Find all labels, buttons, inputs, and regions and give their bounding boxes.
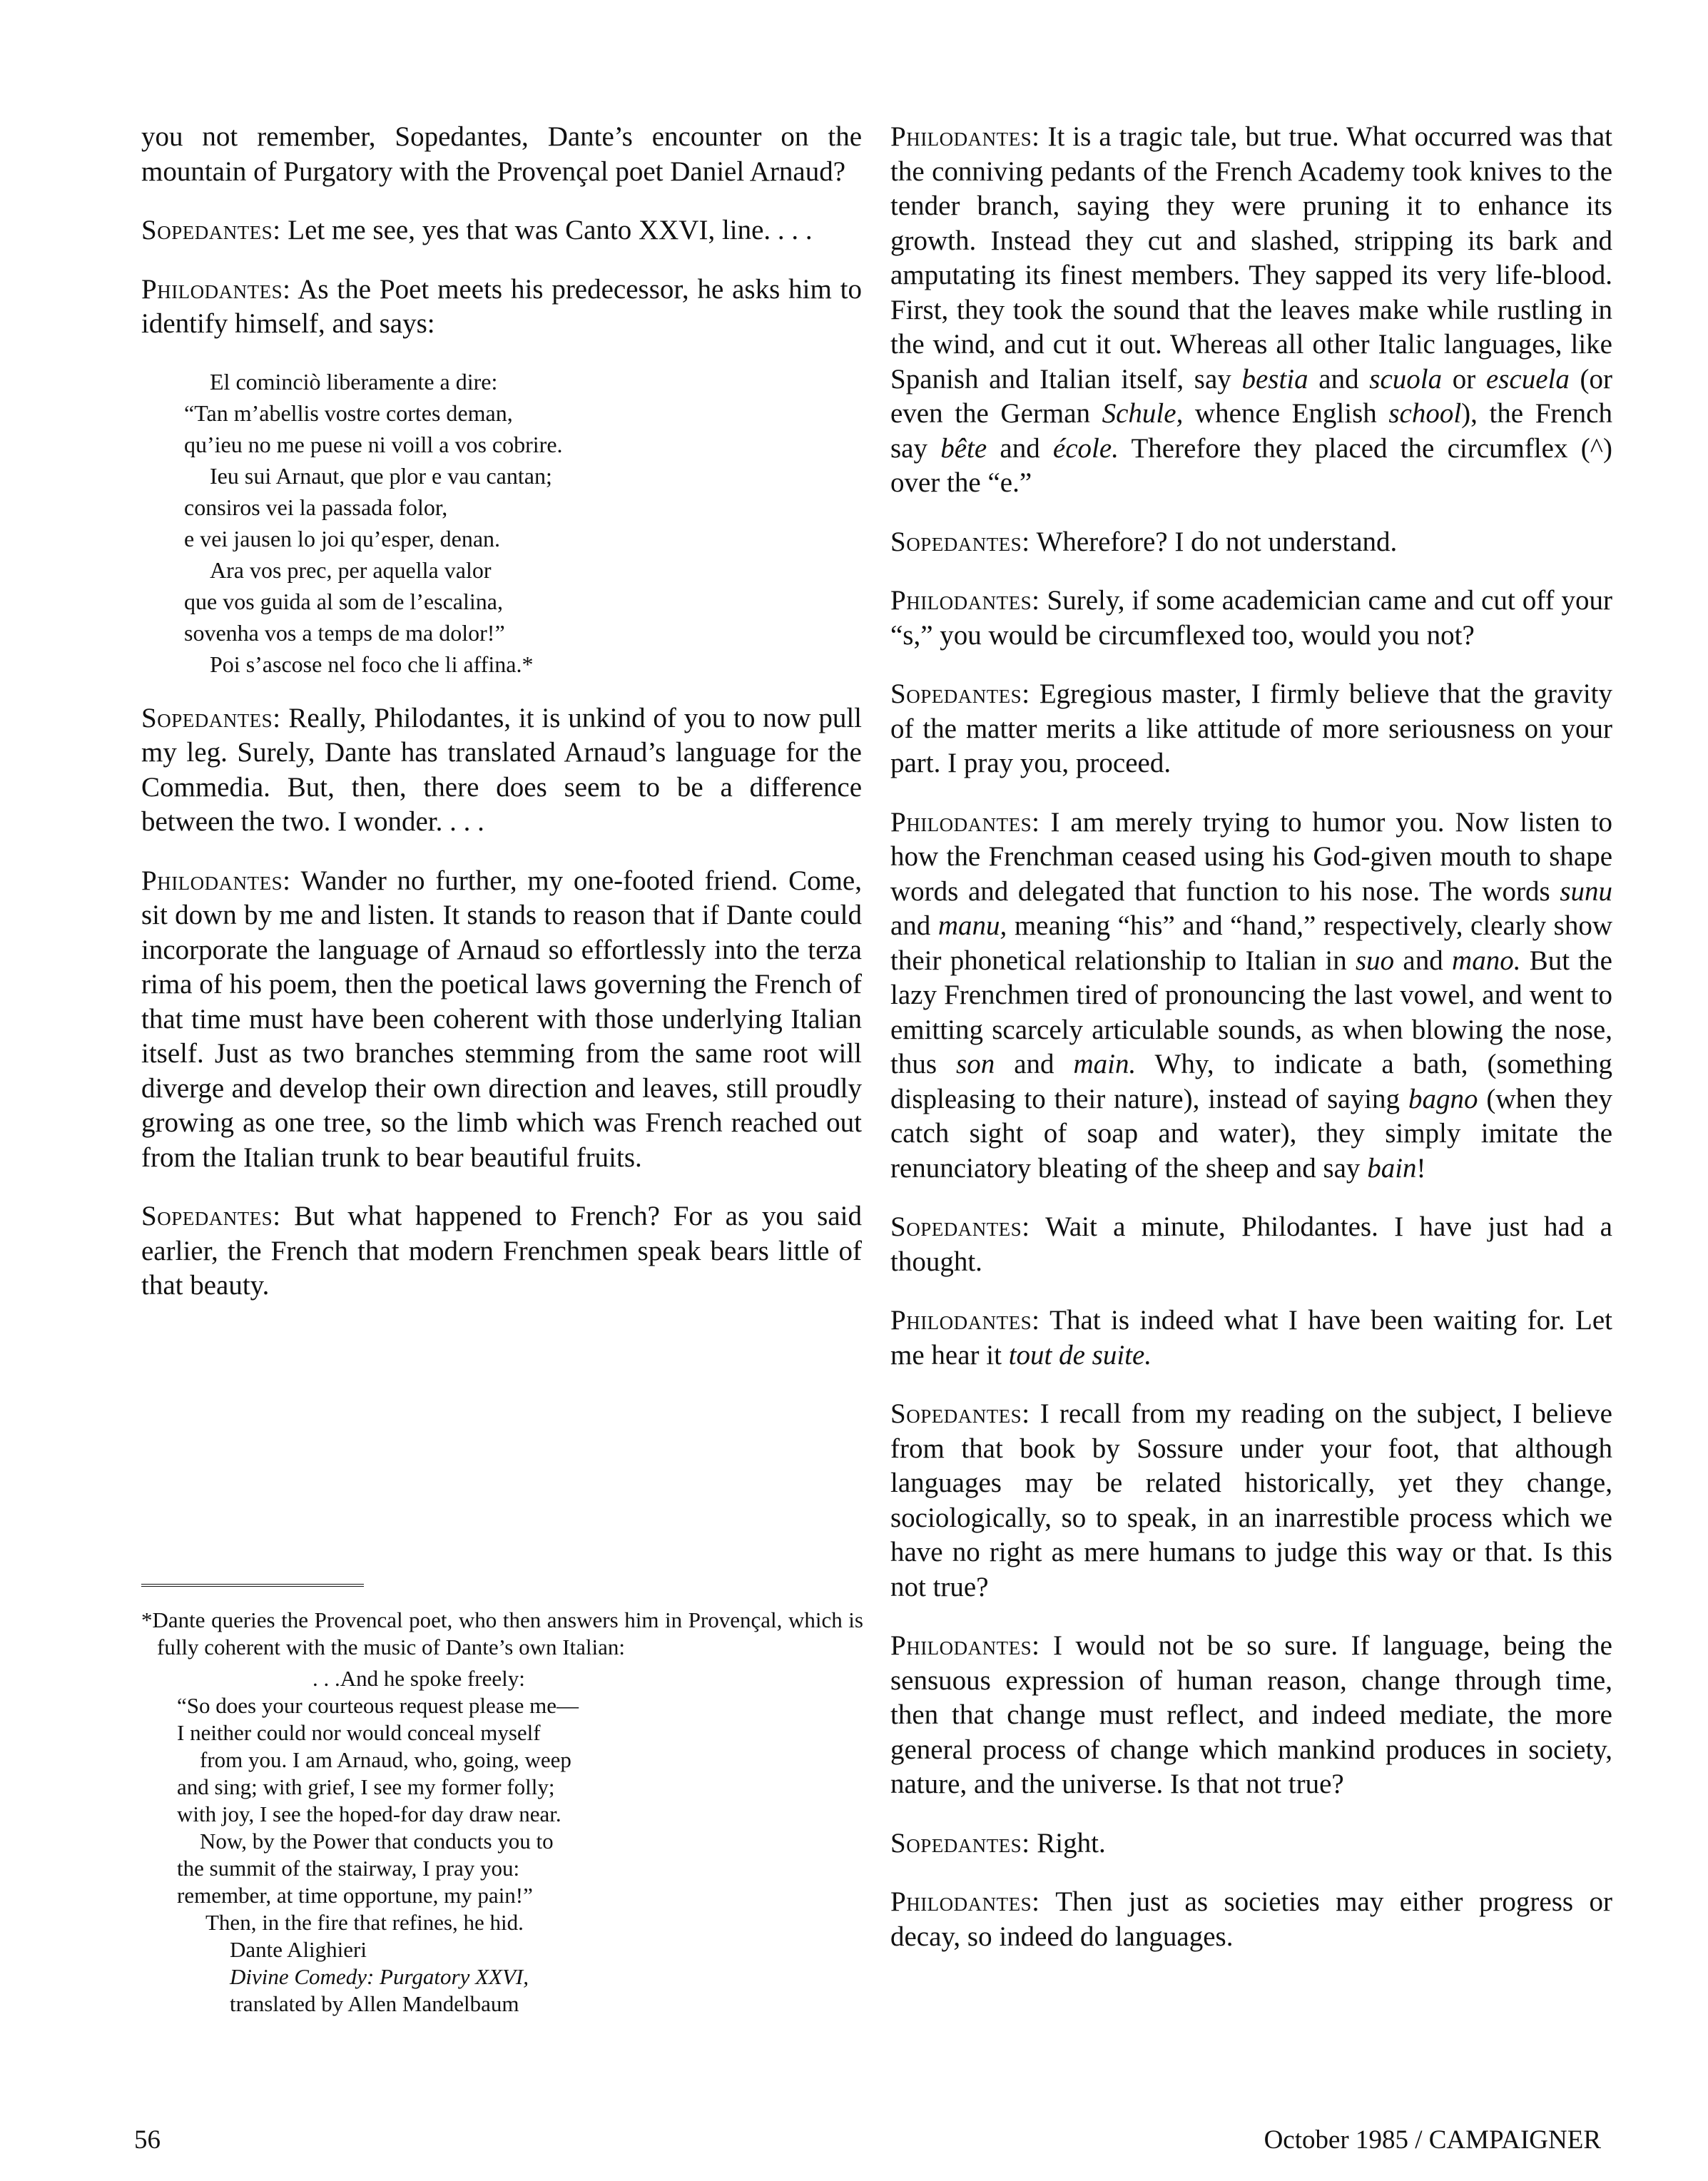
footnote-verse-line: Now, by the Power that conducts you to	[200, 1829, 554, 1854]
paragraph	[141, 701, 862, 840]
poem-line: qu’ieu no me puese ni voill a vos cobrire.	[184, 431, 563, 457]
paragraph	[890, 1303, 1612, 1373]
italic-word: scuola	[1369, 363, 1443, 395]
footnote-work-title	[141, 1963, 863, 1991]
paragraph	[890, 584, 1612, 653]
footnote-verse-line: Then, in the fire that refines, he hid.	[205, 1910, 524, 1935]
footnote-rule	[141, 1584, 364, 1590]
paragraph-text: or	[1442, 363, 1486, 395]
italic-word: mano.	[1452, 945, 1521, 976]
speaker-name: Philodantes:	[890, 1630, 1040, 1661]
paragraph-text: Wander no further, my one-footed friend. Come, sit down by me and listen. It stands to reason that if Dante could incorporate the language of Arnaud so effortlessly into the terza rima of his poem, then the poetical laws governing the French of that time must have been coherent with those underlying Italian itself. Just as two branches stemming from the same root will diverge and develop their own direction and leaves, still proudly growing as one tree, so the limb which was French reached out from the Italian trunk to bear beautiful fruits.	[141, 865, 862, 1173]
footnote-verse-line: “So does your courteous request please me—	[177, 1693, 579, 1718]
speaker-name: Philodantes:	[890, 1886, 1040, 1917]
paragraph-text: (when they catch sight of soap and water), they simply imitate the renunciatory bleating of the sheep and say	[890, 1083, 1612, 1184]
footnote-verse-line: I neither could nor would conceal myself	[177, 1720, 541, 1745]
italic-word: sunu	[1560, 875, 1612, 907]
paragraph	[141, 273, 862, 342]
italic-word: bestia	[1241, 363, 1308, 395]
footnote-verse-line: with joy, I see the hoped-for day draw near.	[177, 1801, 561, 1826]
page-number: 56	[134, 2125, 161, 2155]
paragraph-text: I would not be so sure. If language, being the sensuous expression of human reason, change through time, then that change must reflect, and indeed mediate, the more general process of change which mankind produces in society, nature, and the universe. Is that not true?	[890, 1630, 1612, 1799]
paragraph-text: and	[1308, 363, 1370, 395]
speaker-name: Philodantes:	[890, 806, 1040, 838]
footnote-author: Dante Alighieri	[230, 1937, 367, 1962]
footnote-verse-line: the summit of the stairway, I pray you:	[177, 1856, 520, 1881]
italic-word: école.	[1052, 432, 1119, 464]
poem-line: sovenha vos a temps de ma dolor!”	[184, 619, 505, 646]
speaker-name: Sopedantes:	[890, 1398, 1030, 1429]
italic-word: bagno	[1408, 1083, 1478, 1114]
paragraph-text: I recall from my reading on the subject, I believe from that book by Sossure under your foot, that although languages may be related historically, yet they change, sociologically, so to speak, in an inarrestible process which we have no right as mere humans to judge this way or that. Is this not true?	[890, 1398, 1612, 1602]
speaker-name: Sopedantes:	[890, 1827, 1030, 1859]
running-footer: October 1985 / CAMPAIGNER	[1264, 2125, 1601, 2155]
poem-line: El cominciò liberamente a dire:	[210, 368, 498, 395]
poem-line: e vei jausen lo joi qu’esper, denan.	[184, 525, 501, 551]
speaker-name: Sopedantes:	[141, 1201, 281, 1231]
paragraph	[890, 1885, 1612, 1954]
paragraph	[141, 120, 862, 189]
speaker-name: Sopedantes:	[890, 526, 1030, 557]
paragraph-text: whence English	[1183, 398, 1389, 429]
paragraph-text: I am merely trying to humor you. Now listen to how the Frenchman ceased using his God-given mouth to shape words and delegated that function to his nose. The words	[890, 806, 1612, 907]
speaker-name: Sopedantes:	[890, 678, 1030, 709]
paragraph	[890, 1629, 1612, 1802]
paragraph-text: As the Poet meets his predecessor, he asks him to identify himself, and says:	[141, 273, 862, 339]
paragraph-text: you not remember, Sopedantes, Dante’s encounter on the mountain of Purgatory with the Provençal poet Daniel Arnaud?	[141, 121, 862, 187]
paragraph-text: and	[995, 1049, 1074, 1079]
paragraph-text: But what happened to French? For as you said earlier, the French that modern Frenchmen speak bears little of that beauty.	[141, 1201, 862, 1301]
paragraph	[890, 805, 1612, 1186]
paragraph-text: Egregious master, I firmly believe that the gravity of the matter merits a like attitude of more seriousness on your part. I pray you, proceed.	[890, 678, 1612, 778]
italic-word: school	[1388, 398, 1462, 429]
paragraph-text: Surely, if some academician came and cut off your “s,” you would be circumflexed too, would you not?	[890, 585, 1612, 651]
footnote-verse-line: and sing; with grief, I see my former folly;	[177, 1774, 555, 1799]
poem-line: Ieu sui Arnaut, que plor e vau cantan;	[210, 462, 552, 489]
footnote-verse-line: . . .And he spoke freely:	[312, 1666, 525, 1691]
speaker-name: Philodantes:	[890, 585, 1040, 616]
paragraph-text: Then just as societies may either progress or decay, so indeed do languages.	[890, 1886, 1612, 1952]
speaker-name: Sopedantes:	[890, 1211, 1030, 1242]
paragraph-text: and	[1394, 945, 1453, 976]
paragraph-text: !	[1416, 1152, 1426, 1184]
paragraph	[890, 120, 1612, 501]
paragraph-text: Therefore they placed the circumflex (^) over the “e.”	[890, 432, 1612, 498]
footnote-work-title-text: Divine Comedy: Purgatory XXVI,	[230, 1964, 529, 1989]
italic-word: main.	[1073, 1049, 1137, 1079]
poem-line: que vos guida al som de l’escalina,	[184, 588, 503, 614]
speaker-name: Sopedantes:	[141, 215, 281, 245]
paragraph-text: ), the French say	[890, 398, 1612, 464]
speaker-name: Sopedantes:	[141, 702, 281, 733]
speaker-name: Philodantes:	[890, 121, 1040, 152]
paragraph-text: Why, to indicate a bath, (something displeasing to their nature), instead of saying	[890, 1049, 1613, 1114]
paragraph	[890, 1397, 1612, 1605]
paragraph-text: It is a tragic tale, but true. What occurred was that the conniving pedants of the French Academy took knives to the tender branch, saying they were pruning it to enhance its growth. Instead they cut and slashed, stripping its bark and amputating its finest members. They sapped its very life-blood. First, they took the sound that the leaves make while rustling in the wind, and cut it out. Whereas all other Italic languages, like Spanish and Italian itself, say	[890, 121, 1612, 395]
paragraph-text: Let me see, yes that was Canto XXVI, line. . . .	[280, 215, 813, 245]
italic-word: suo	[1355, 945, 1395, 976]
paragraph-text: and	[890, 910, 938, 941]
footnote-translator: translated by Allen Mandelbaum	[230, 1991, 519, 2016]
italic-word: bain	[1367, 1152, 1417, 1184]
footnote	[141, 1607, 863, 2018]
poem-line: consiros vei la passada folor,	[184, 494, 448, 520]
italic-word: manu,	[937, 910, 1007, 941]
right-column	[890, 120, 1612, 1978]
provencal-poem	[141, 366, 862, 680]
paragraph-text: That is indeed what I have been waiting for. Let me hear it	[890, 1305, 1612, 1371]
paragraph	[890, 677, 1612, 781]
paragraph-text: Right.	[1030, 1827, 1106, 1859]
speaker-name: Philodantes:	[141, 865, 291, 896]
left-column	[141, 120, 862, 1328]
paragraph-text: (or even the German	[890, 363, 1612, 429]
speaker-name: Philodantes:	[141, 273, 291, 305]
paragraph-text: But the lazy Frenchmen tired of pronouncing the last vowel, and went to emitting scarcely articulable sounds, as when blowing the nose, thus	[890, 945, 1612, 1079]
paragraph-text: Really, Philodantes, it is unkind of you to now pull my leg. Surely, Dante has translated Arnaud’s language for the Commedia. But, then, there does seem to be a difference between the two. I wonder. . . .	[141, 702, 862, 837]
paragraph	[141, 1199, 862, 1303]
poem-line: Poi s’ascose nel foco che li affina.*	[210, 651, 534, 677]
footnote-verse-line: remember, at time opportune, my pain!”	[177, 1883, 533, 1908]
paragraph	[890, 1210, 1612, 1279]
paragraph-text: and	[987, 432, 1053, 464]
footnote-verse-line: from you. I am Arnaud, who, going, weep	[200, 1747, 571, 1772]
italic-word: son	[956, 1049, 995, 1079]
poem-line: “Tan m’abellis vostre cortes deman,	[184, 400, 513, 426]
paragraph	[890, 1826, 1612, 1861]
italic-word: Schule,	[1102, 398, 1184, 429]
paragraph	[141, 213, 862, 248]
paragraph-text: meaning “his” and “hand,” respectively, clearly show their phonetical relationship to Italian in	[890, 910, 1612, 976]
speaker-name: Philodantes:	[890, 1305, 1040, 1336]
italic-word: escuela	[1485, 363, 1570, 395]
poem-line: Ara vos prec, per aquella valor	[210, 556, 492, 583]
footnote-intro: *Dante queries the Provencal poet, who then answers him in Provençal, which is fully coherent with the music of Dante’s own Italian:	[141, 1607, 863, 1659]
paragraph	[141, 864, 862, 1176]
italic-word: tout de suite.	[1008, 1339, 1152, 1371]
paragraph	[890, 525, 1612, 560]
italic-word: bête	[940, 432, 987, 464]
paragraph-text: Wherefore? I do not understand.	[1030, 526, 1398, 557]
paragraph-text: Wait a minute, Philodantes. I have just had a thought.	[890, 1211, 1612, 1277]
